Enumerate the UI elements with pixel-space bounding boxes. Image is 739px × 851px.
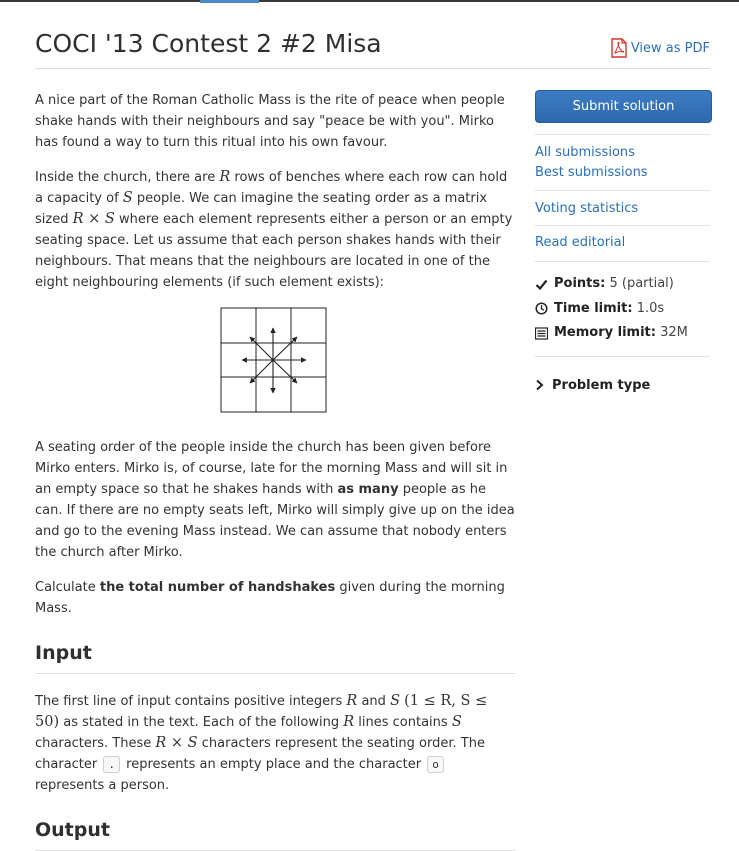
- editorial-links: [535, 226, 710, 261]
- math-times: ×: [166, 735, 188, 751]
- all-submissions-link[interactable]: All submissions: [535, 145, 635, 160]
- statement-paragraph-1: A nice part of the Roman Catholic Mass is the rite of peace when people shake hands with their neighbours and say "peace be with you". Mirko has found a way to turn this ritual into his own favour.: [35, 93, 505, 150]
- math-r: R: [155, 735, 167, 751]
- problem-type-label: Problem type: [552, 377, 651, 393]
- math-times: ×: [83, 211, 105, 227]
- neighbour-arrows: [242, 328, 306, 393]
- best-submissions-link[interactable]: Best submissions: [535, 165, 648, 180]
- chevron-right-icon: [535, 379, 544, 391]
- statement-paragraph-3: [35, 437, 515, 563]
- neighbour-grid-figure: [220, 307, 330, 415]
- problem-statement: [35, 90, 515, 851]
- text-run: A seating order of the people inside the church has been given before Mirko enters. Mirko is, of course, late for the morning Mass and will sit in an empty space so that he shakes hands with: [35, 440, 508, 497]
- clock-icon: [535, 302, 548, 315]
- math-s: S: [104, 211, 115, 227]
- time-limit-label: Time limit:: [554, 300, 633, 316]
- bold-text: the total number of handshakes: [99, 580, 336, 595]
- title-divider: [35, 68, 710, 69]
- memory-limit-label: Memory limit:: [554, 325, 656, 340]
- text-run: The first line of input contains positive integers: [35, 694, 347, 709]
- text-run: Inside the church, there are: [35, 170, 220, 185]
- view-as-pdf-label: View as PDF: [630, 40, 710, 56]
- points-value: 5 (partial): [609, 276, 674, 291]
- text-run: people. We can imagine the seating order as a matrix sized: [35, 191, 488, 227]
- read-editorial-link[interactable]: Read editorial: [535, 235, 626, 250]
- page-title: COCI '13 Contest 2 #2 Misa: [35, 29, 382, 58]
- text-run: lines contains: [354, 715, 452, 730]
- code-empty-char: .: [103, 756, 120, 773]
- bold-text: as many: [337, 482, 399, 497]
- problem-sidebar: [535, 90, 710, 393]
- points-label: Points:: [554, 276, 606, 291]
- text-run: Calculate: [35, 580, 100, 595]
- math-constraint: (1 ≤ R, S ≤ 50): [35, 693, 488, 730]
- math-s: S: [187, 735, 198, 751]
- check-icon: [535, 278, 548, 291]
- text-run: represents a person.: [35, 778, 170, 793]
- math-r: R: [343, 714, 355, 730]
- submit-solution-button[interactable]: Submit solution: [535, 90, 712, 123]
- math-r: R: [346, 693, 358, 709]
- input-heading: Input: [35, 643, 515, 674]
- problem-info: [535, 262, 710, 356]
- text-run: given during the morning Mass.: [35, 580, 505, 616]
- text-run: rows of benches where each row can hold a capacity of: [35, 170, 508, 206]
- text-run: people as he can. If there are no empty seats left, Mirko will simply give up on the idea and go to the evening Mass instead. We can assume that nobody enters the church after Mirko.: [35, 482, 515, 560]
- time-limit-info: [535, 297, 710, 322]
- memory-icon: [535, 327, 548, 340]
- top-bar: [0, 0, 739, 2]
- text-run: represents an empty place and the character: [122, 757, 426, 772]
- pdf-icon: [610, 38, 628, 58]
- top-bar-accent: [200, 0, 259, 3]
- memory-limit-info: [535, 321, 710, 346]
- math-r: R: [219, 169, 231, 185]
- text-run: as stated in the text. Each of the following: [59, 715, 344, 730]
- voting-links: [535, 191, 710, 225]
- statement-paragraph-2: [35, 167, 515, 293]
- text-run: characters represent the seating order. The character: [35, 736, 485, 772]
- math-s: S: [390, 693, 400, 709]
- memory-limit-value: 32M: [660, 325, 688, 340]
- problem-type-toggle[interactable]: [535, 357, 710, 393]
- statement-paragraph-4: [35, 577, 515, 619]
- math-r: R: [72, 211, 84, 227]
- output-heading: Output: [35, 820, 515, 851]
- points-info: [535, 272, 710, 297]
- text-run: where each element represents either a person or an empty seating space. Let us assume that each person shakes hands with their neighbours. That means that the neighbours are located in one of the eight neighbouring elements (if such element exists):: [35, 212, 513, 290]
- text-run: characters. These: [35, 736, 156, 751]
- voting-statistics-link[interactable]: Voting statistics: [535, 201, 639, 216]
- text-run: and: [357, 694, 391, 709]
- time-limit-value: 1.0s: [636, 300, 665, 316]
- code-person-char: o: [427, 756, 444, 773]
- input-paragraph: [35, 691, 515, 796]
- math-s: S: [451, 714, 462, 730]
- submissions-links: [535, 135, 710, 190]
- view-as-pdf-link[interactable]: [610, 38, 710, 58]
- math-s: S: [122, 190, 133, 206]
